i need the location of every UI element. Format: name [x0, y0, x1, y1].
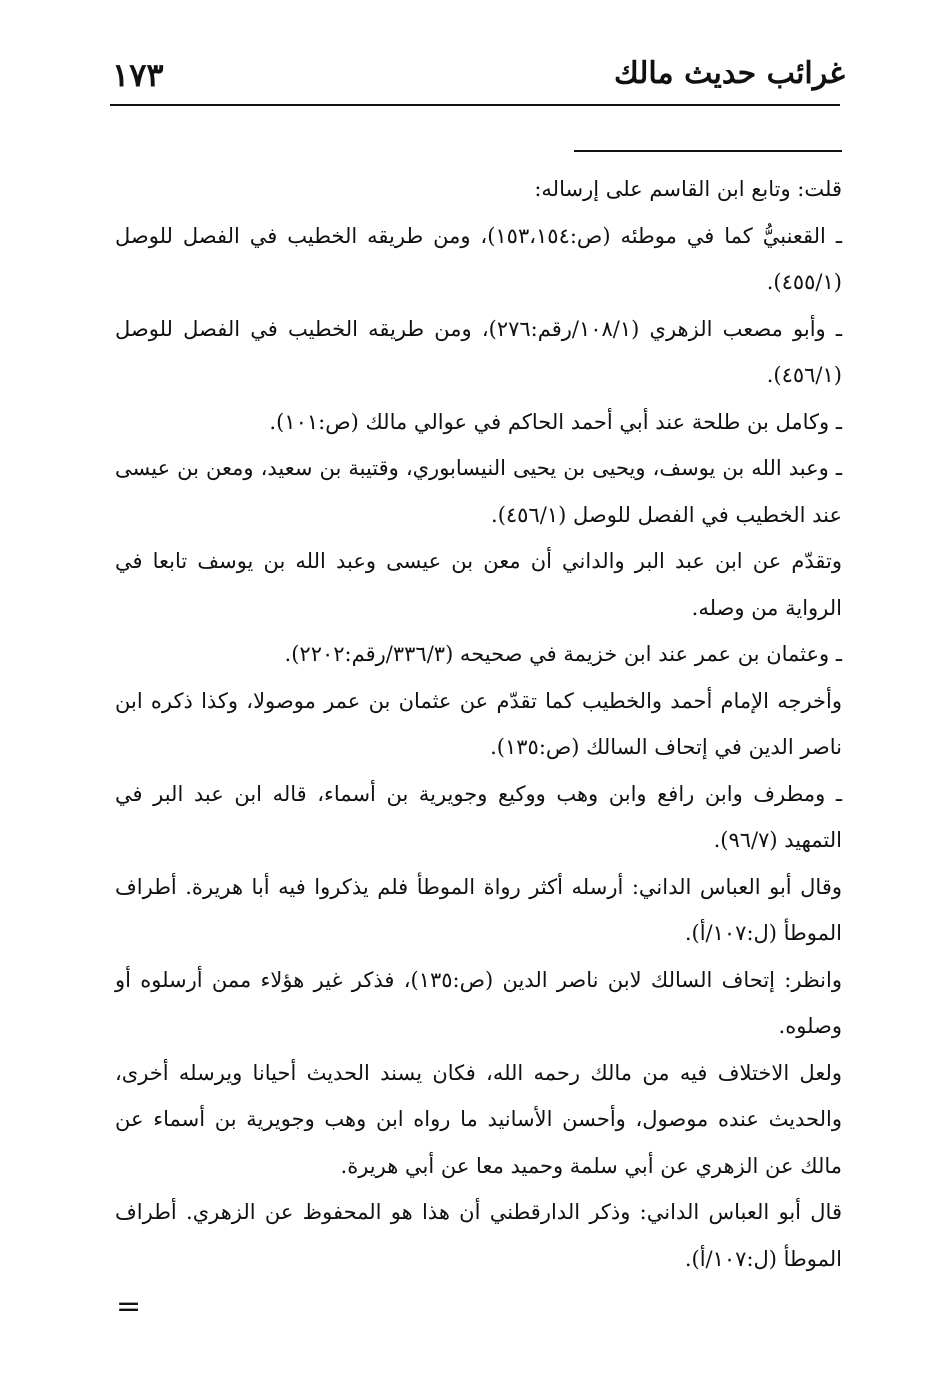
paragraph: ـ القعنبيُّ كما في موطئه (ص:١٥٣،١٥٤)، ومن طريقه الخطيب في الفصل للوصل (٤٥٥/١).: [115, 223, 842, 294]
footnote-separator: [574, 150, 842, 152]
paragraph: قال أبو العباس الداني: وذكر الدارقطني أن هذا هو المحفوظ عن الزهري. أطراف الموطأ (ل:١٠٧/أ).: [115, 1200, 842, 1271]
footnote-body: [115, 166, 842, 1282]
paragraph: ـ وأبو مصعب الزهري (١٠٨/١/رقم:٢٧٦)، ومن طريقه الخطيب في الفصل للوصل (٤٥٦/١).: [115, 316, 842, 387]
paragraph: ـ ومطرف وابن رافع وابن وهب ووكيع وجويرية بن أسماء، قاله ابن عبد البر في التمهيد (٩٦/٧).: [115, 781, 842, 852]
paragraph: وقال أبو العباس الداني: أرسله أكثر رواة الموطأ فلم يذكروا فيه أبا هريرة. أطراف الموطأ (ل:١٠٧/أ).: [115, 874, 842, 945]
paragraph: ـ وكامل بن طلحة عند أبي أحمد الحاكم في عوالي مالك (ص:١٠١).: [269, 409, 842, 434]
paragraph: وانظر: إتحاف السالك لابن ناصر الدين (ص:١٣٥)، فذكر غير هؤلاء ممن أرسلوه أو وصلوه.: [115, 967, 843, 1038]
header-divider: [110, 104, 840, 106]
paragraph: ـ وعبد الله بن يوسف، ويحيى بن يحيى النيسابوري، وقتيبة بن سعيد، ومعن بن عيسى عند الخطيب في الفصل للوصل (٤٥٦/١).: [115, 456, 842, 527]
page-number: ١٧٣: [112, 56, 164, 94]
paragraph: قلت: وتابع ابن القاسم على إرساله:: [534, 177, 842, 201]
paragraph: وتقدّم عن ابن عبد البر والداني أن معن بن عيسى وعبد الله بن يوسف تابعا في الرواية من وصله.: [115, 549, 842, 620]
paragraph: وأخرجه الإمام أحمد والخطيب كما تقدّم عن عثمان بن عمر موصولا، وكذا ذكره ابن ناصر الدين في إتحاف السالك (ص:١٣٥).: [115, 688, 842, 759]
continuation-mark: =: [116, 1289, 142, 1324]
paragraph: ـ وعثمان بن عمر عند ابن خزيمة في صحيحه (٣٣٦/٣/رقم:٢٢٠٢).: [284, 642, 842, 666]
running-header-title: غرائب حديث مالك: [613, 56, 845, 91]
paragraph: ولعل الاختلاف فيه من مالك رحمه الله، فكان يسند الحديث أحيانا ويرسله أخرى، والحديث عنده موصول، وأحسن الأسانيد ما رواه ابن وهب وجويرية بن أسماء عن مالك عن الزهري عن أبي سلمة وحميد معا عن أبي هريرة.: [115, 1060, 842, 1178]
